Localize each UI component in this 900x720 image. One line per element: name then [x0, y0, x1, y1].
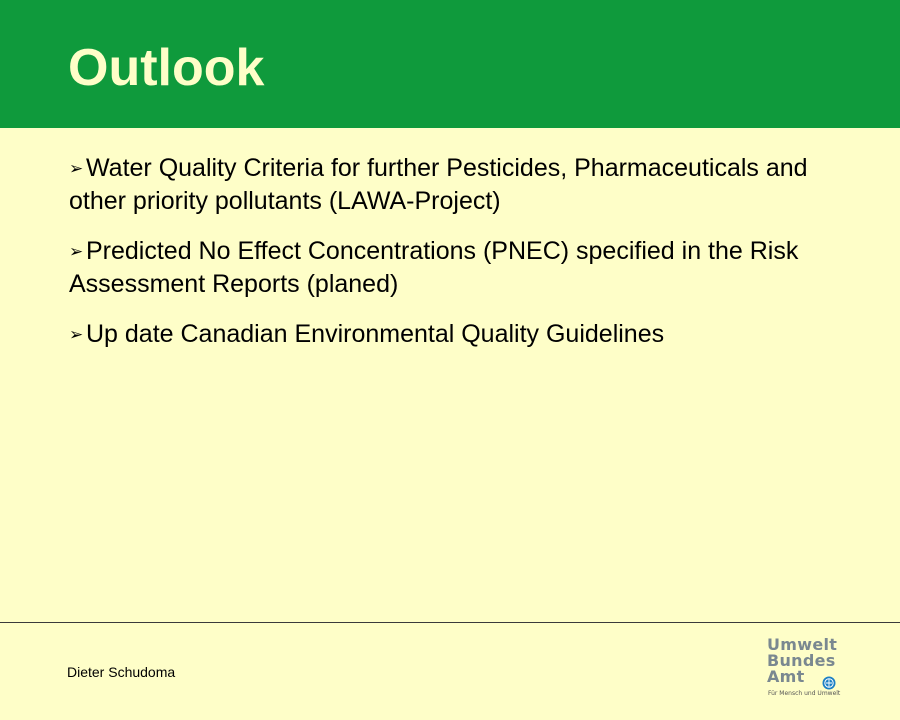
- bullet-item: [69, 235, 869, 301]
- bullet-text: Predicted No Effect Concentrations (PNEC) specified in the Risk Assessment Reports (planed): [69, 237, 799, 298]
- logo-line-2: Bundes: [767, 651, 836, 670]
- logo-line-3: Amt: [767, 667, 805, 686]
- arrow-bullet-icon: ➢: [69, 159, 84, 178]
- arrow-bullet-icon: ➢: [69, 325, 84, 344]
- logo-line-1: Umwelt: [767, 635, 838, 654]
- bullet-item: [69, 318, 869, 351]
- author-name: Dieter Schudoma: [67, 664, 176, 680]
- bullet-item: [69, 152, 869, 218]
- umweltbundesamt-logo: [767, 637, 847, 699]
- bullet-text: Water Quality Criteria for further Pesticides, Pharmaceuticals and other priority pollutants (LAWA-Project): [69, 154, 808, 215]
- globe-icon: [822, 676, 836, 690]
- footer-divider: [0, 622, 900, 623]
- slide-title: Outlook: [68, 39, 265, 97]
- bullet-list: [69, 152, 869, 368]
- logo-tagline: Für Mensch und Umwelt: [768, 690, 841, 697]
- bullet-text: Up date Canadian Environmental Quality Guidelines: [86, 320, 665, 348]
- arrow-bullet-icon: ➢: [69, 242, 84, 261]
